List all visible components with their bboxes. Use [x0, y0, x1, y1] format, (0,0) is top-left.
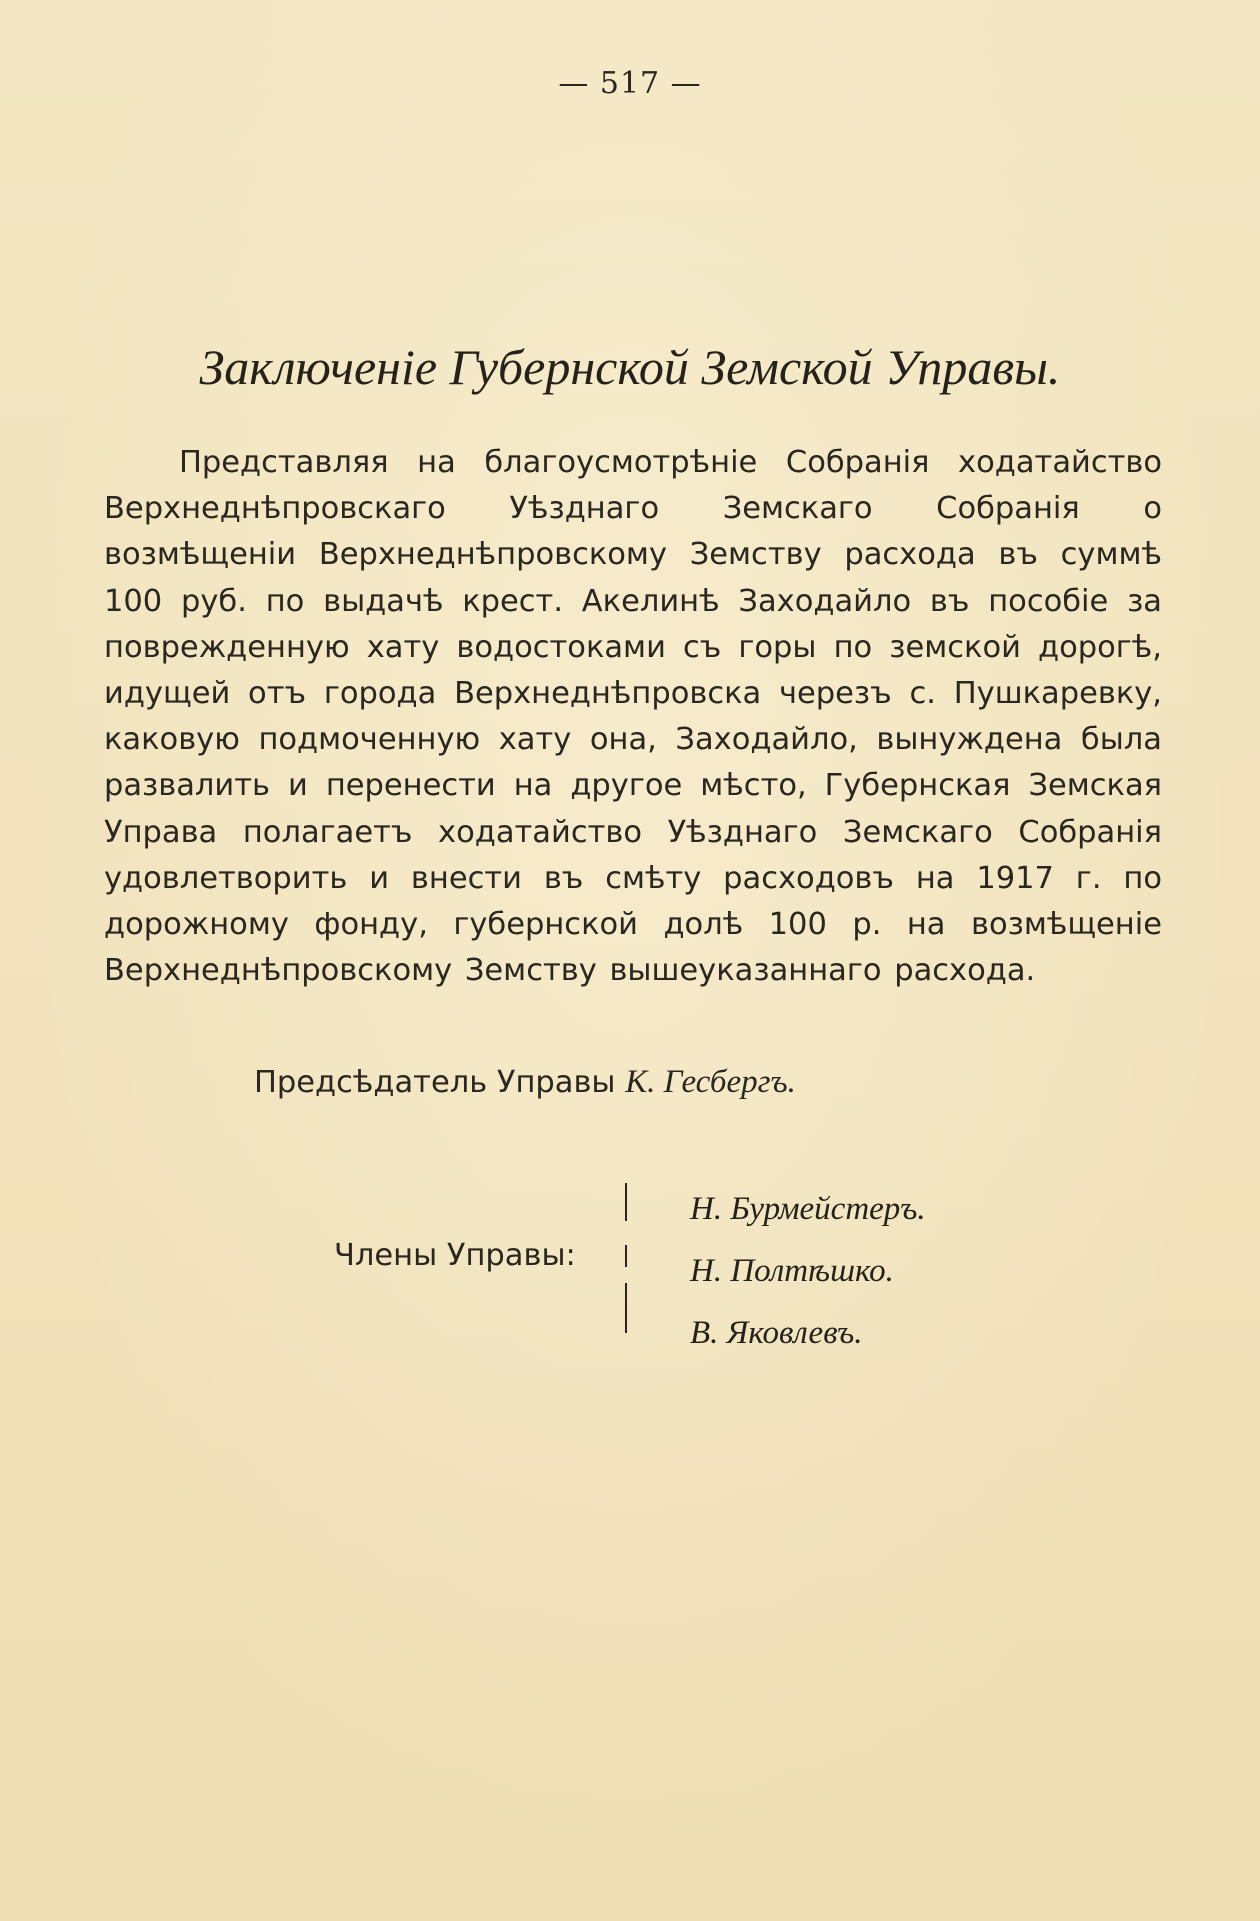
body-paragraph: Представляя на благоусмотрѣніе Собранія ходатайство Верхнеднѣпровскаго Уѣзднаго Земскаго Собранія о возмѣщеніи Верхнеднѣпровскому Земству расхода въ суммѣ 100 руб. по выдачѣ крест. Акелинѣ Заходайло въ пособіе за поврежденную хату водостоками съ горы по земской дорогѣ, идущей отъ города Верхнеднѣпровска черезъ с. Пушкаревку, каковую подмоченную хату она, Заходайло, вынуждена была развалить и перенести на другое мѣсто, Губернская Земская Управа полагаетъ ходатайство Уѣзднаго Земскаго Собранія удовлетворить и внести въ смѣту расходовъ на 1917 г. по дорожному фонду, губернской долѣ 100 р. на возмѣщеніе Верхнеднѣпровскому Земству вышеуказаннаго расхода. [104, 445, 1162, 989]
brace-middle-segment [625, 1245, 627, 1267]
member-name: Н. Бурмейстеръ. [690, 1191, 926, 1227]
member-name: В. Яковлевъ. [690, 1315, 863, 1351]
brace-bottom-segment [625, 1283, 627, 1333]
members-list [690, 1178, 926, 1364]
section-title: Заключеніе Губернской Земской Управы. [199, 339, 1061, 395]
brace-top-segment [625, 1183, 627, 1221]
member-name: Н. Полтѣшко. [690, 1253, 894, 1289]
members-brace [624, 1183, 628, 1333]
page-number: — 517 — [558, 66, 702, 101]
members-label: Члены Управы: [334, 1238, 576, 1273]
chairman-name: К. Гесбергъ. [625, 1064, 796, 1100]
chairman-line [254, 1064, 796, 1101]
chairman-label: Предсѣдатель Управы [254, 1065, 616, 1100]
